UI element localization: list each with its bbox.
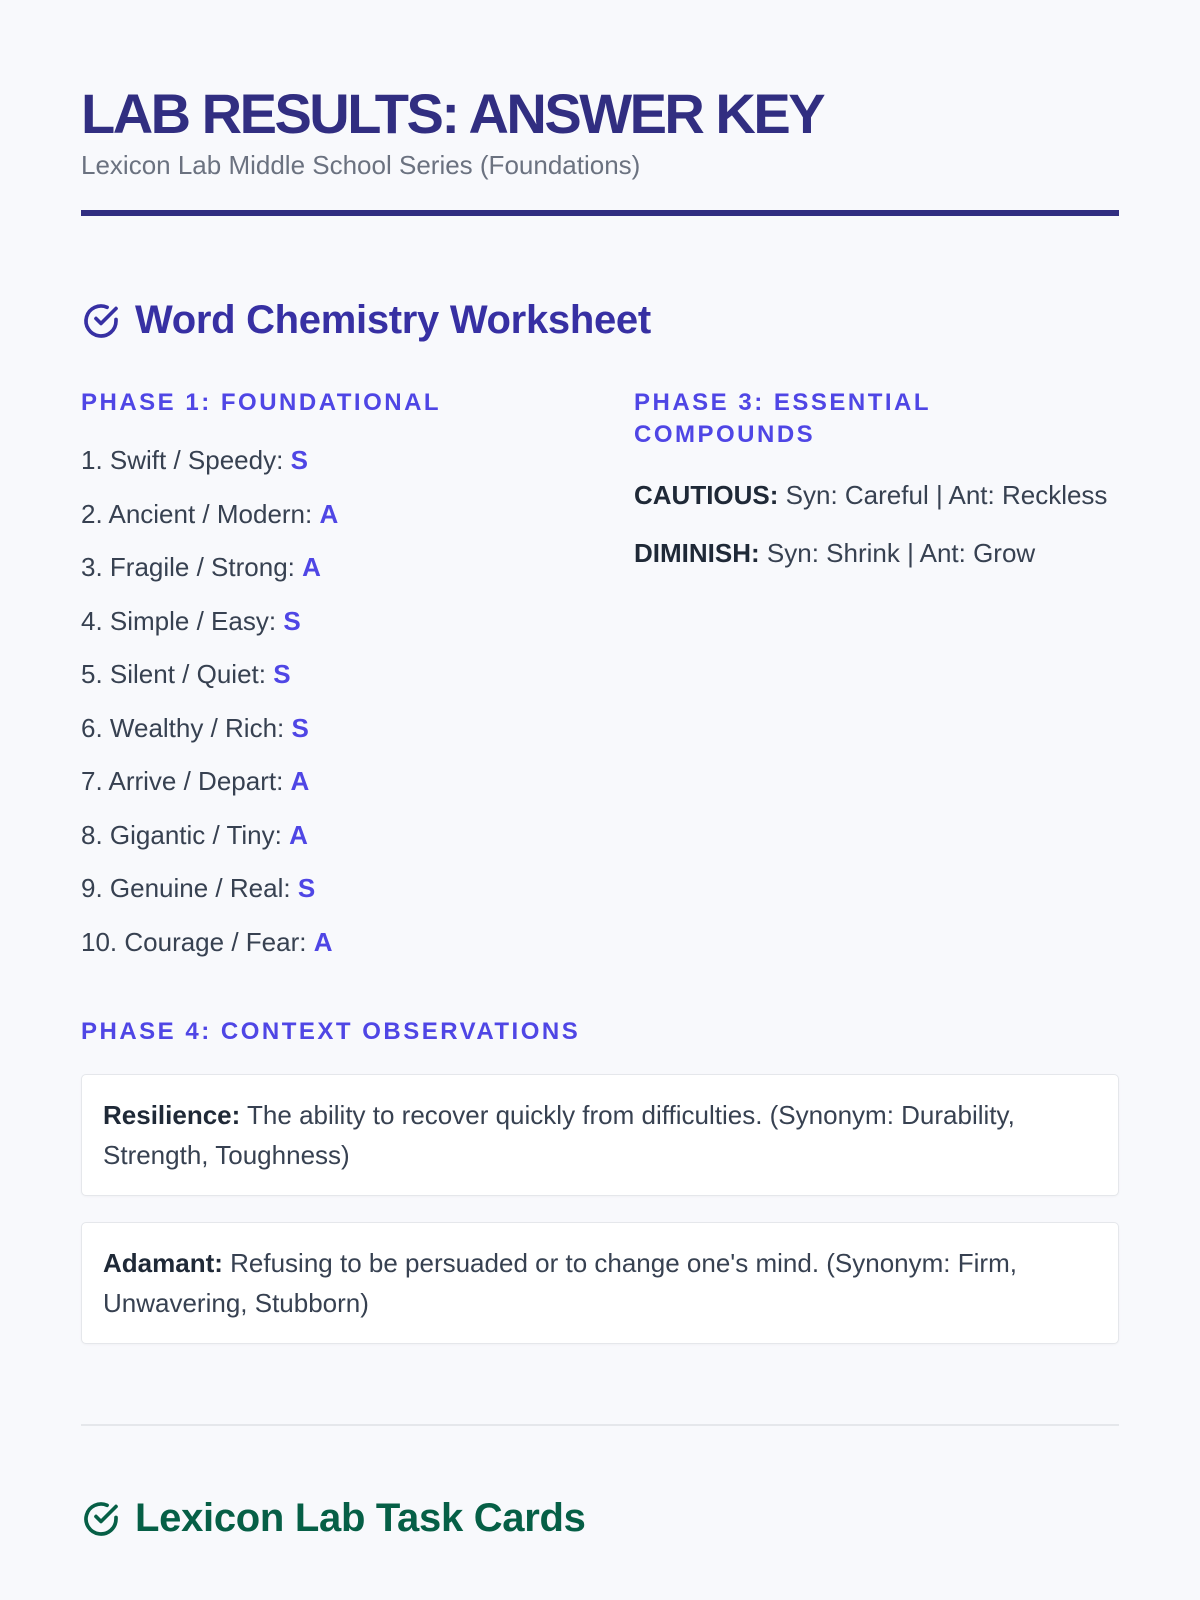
page-subtitle: Lexicon Lab Middle School Series (Foundations) (81, 150, 641, 180)
list-item: 1. Swift / Speedy: S (81, 445, 308, 475)
compound-detail: Syn: Shrink | Ant: Grow (759, 538, 1036, 568)
compound-term: CAUTIOUS: (634, 480, 779, 510)
list-item: 2. Ancient / Modern: A (81, 498, 339, 529)
answer-letter: S (290, 445, 308, 475)
check-circle-icon (81, 301, 121, 341)
phase4-heading: PHASE 4: CONTEXT OBSERVATIONS (81, 1018, 581, 1045)
header-divider (81, 210, 1119, 216)
phase1-list (81, 443, 634, 959)
worksheet-heading (81, 298, 1119, 343)
answer-letter: S (273, 659, 291, 689)
task-cards-title: Lexicon Lab Task Cards (135, 1496, 586, 1540)
answer-letter: A (302, 552, 321, 582)
compound-entry (634, 533, 1119, 573)
answer-letter: S (291, 712, 309, 743)
observation-card (81, 1074, 1119, 1196)
answer-letter: S (297, 873, 316, 903)
check-circle-icon (81, 1499, 121, 1539)
answer-letter: A (313, 926, 333, 957)
worksheet-title: Word Chemistry Worksheet (135, 298, 651, 342)
list-item: 3. Fragile / Strong: A (81, 552, 321, 582)
phase1-heading: PHASE 1: FOUNDATIONAL (81, 389, 442, 416)
task-cards-heading (81, 1496, 1119, 1541)
list-item: 9. Genuine / Real: S (81, 873, 316, 903)
observation-term: Adamant: (103, 1248, 223, 1278)
answer-letter: S (283, 605, 301, 636)
answer-letter: A (319, 498, 339, 529)
phase3-heading: PHASE 3: ESSENTIAL COMPOUNDS (634, 389, 931, 448)
phase-columns (81, 387, 1119, 978)
compound-detail: Syn: Careful | Ant: Reckless (778, 480, 1108, 510)
observation-detail: The ability to recover quickly from difficulties. (Synonym: Durability, Strength, Toughness) (103, 1100, 1015, 1170)
phase3-column (634, 387, 1119, 978)
section-divider (81, 1424, 1119, 1426)
list-item: 6. Wealthy / Rich: S (81, 712, 309, 743)
worksheet-section (81, 298, 1119, 1344)
list-item: 4. Simple / Easy: S (81, 605, 301, 636)
answer-letter: A (289, 819, 308, 850)
list-item: 5. Silent / Quiet: S (81, 659, 291, 689)
list-item: 10. Courage / Fear: A (81, 926, 333, 957)
page-header (81, 0, 1119, 216)
compound-term: DIMINISH: (634, 538, 760, 568)
observation-term: Resilience: (103, 1100, 241, 1130)
phase1-column (81, 387, 634, 978)
answer-letter: A (290, 766, 310, 796)
task-cards-section (81, 1496, 1119, 1541)
phase4-block (81, 1016, 1119, 1344)
compound-entry (634, 475, 1119, 515)
list-item: 7. Arrive / Depart: A (81, 766, 310, 796)
list-item: 8. Gigantic / Tiny: A (81, 819, 308, 850)
page-title: LAB RESULTS: ANSWER KEY (81, 82, 824, 145)
observation-detail: Refusing to be persuaded or to change one's mind. (Synonym: Firm, Unwavering, Stubborn) (103, 1248, 1017, 1318)
observation-card (81, 1222, 1119, 1344)
